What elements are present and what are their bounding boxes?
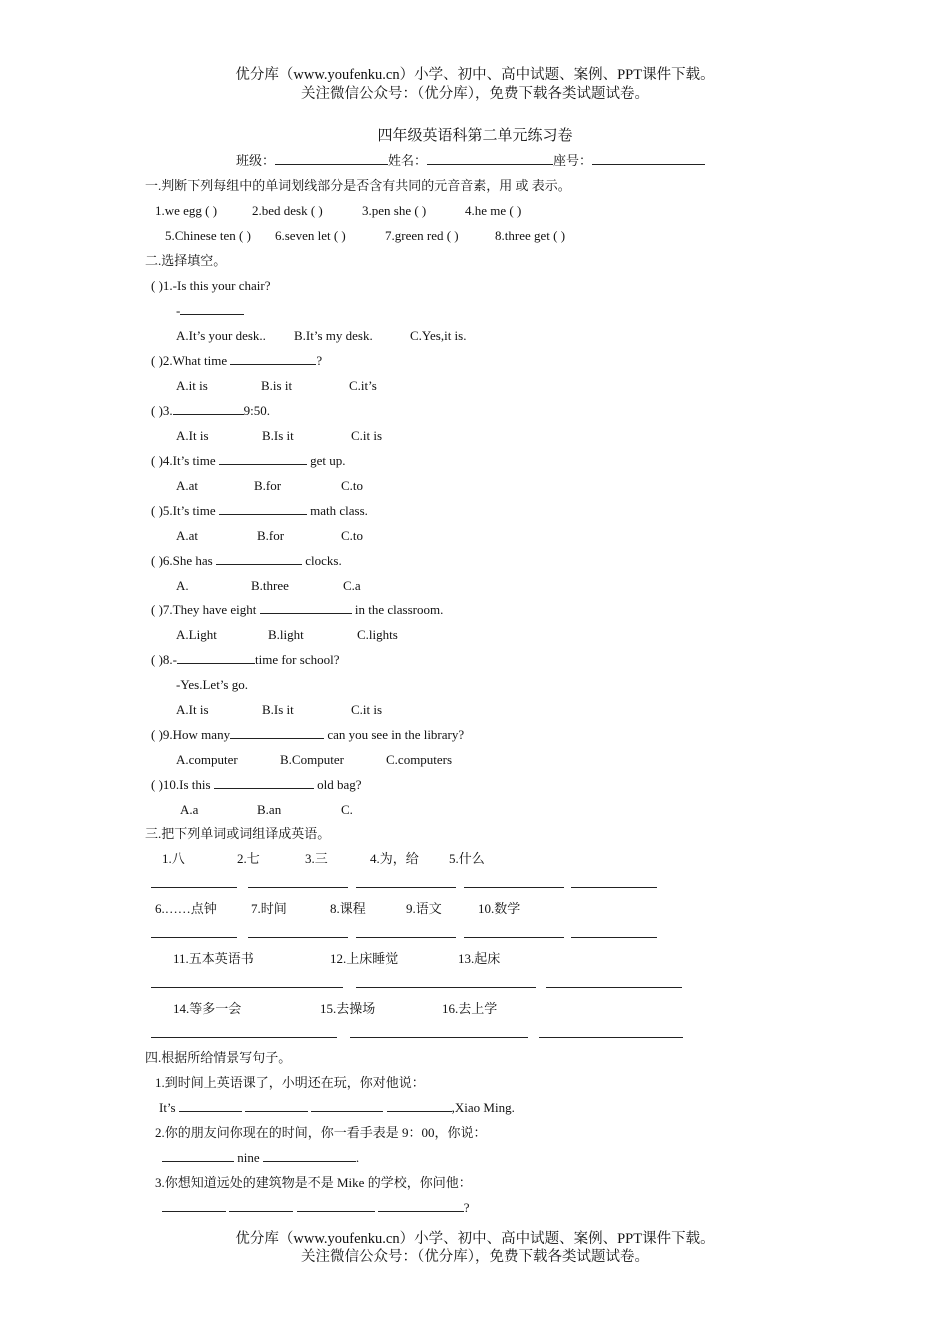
s3-word-8: 8.课程: [330, 901, 366, 916]
name-label: 姓名：: [388, 153, 428, 168]
s4-a1-blank-3[interactable]: [311, 1099, 383, 1112]
q4-pre: ( )4.It’s time: [151, 453, 216, 468]
q3-option-c: C.it is: [351, 428, 383, 443]
q10-option-c: C.: [341, 802, 353, 817]
q2-option-b: B.is it: [261, 378, 293, 393]
s1-item-5: 5.Chinese ten ( ): [165, 228, 251, 243]
q4-question: [151, 452, 346, 470]
q8-reply: -Yes.Let’s go.: [176, 677, 248, 692]
q4-option-c: C.to: [341, 478, 364, 493]
s1-item-2: 2.bed desk ( ): [252, 203, 323, 218]
q10-blank[interactable]: [214, 776, 314, 789]
q5-post: math class.: [310, 503, 368, 518]
q3-post: 9:50.: [243, 403, 271, 418]
name-blank[interactable]: [427, 152, 553, 165]
seat-label: 座号：: [553, 153, 593, 168]
header-line-2: 关注微信公众号：（优分库），免费下载各类试题试卷。: [301, 86, 649, 102]
q8-option-c: C.it is: [351, 702, 383, 717]
q8-pre: ( )8.-: [151, 652, 177, 667]
s4-a3-blank-2[interactable]: [229, 1199, 293, 1212]
q3-option-b: B.Is it: [262, 428, 294, 443]
section2-heading: 二.选择填空。: [145, 253, 227, 268]
s4-a2-blank-1[interactable]: [162, 1149, 234, 1162]
q2-post: ?: [316, 353, 323, 368]
q2-question: [151, 352, 322, 370]
q5-option-b: B.for: [257, 528, 285, 543]
s3-word-13: 13.起床: [458, 951, 501, 966]
s3-row2-blank-4[interactable]: [464, 937, 564, 938]
s4-a1-pre: It’s: [159, 1100, 176, 1115]
q6-post: clocks.: [305, 553, 342, 568]
q2-pre: ( )2.What time: [151, 353, 228, 368]
q5-option-c: C.to: [341, 528, 364, 543]
s3-row4-blank-2[interactable]: [350, 1037, 528, 1038]
q2-option-a: A.it is: [176, 378, 208, 393]
q2-option-c: C.it’s: [349, 378, 377, 393]
s3-row3-blank-1[interactable]: [151, 987, 343, 988]
s3-word-9: 9.语文: [406, 901, 442, 916]
s3-word-5: 5.什么: [449, 851, 485, 866]
q1-option-b: B.It’s my desk.: [294, 328, 373, 343]
q6-option-b: B.three: [251, 578, 289, 593]
q1-dash: -: [176, 303, 181, 318]
s3-row3-blank-3[interactable]: [546, 987, 682, 988]
q9-post: can you see in the library?: [327, 727, 465, 742]
page-title: 四年级英语科第二单元练习卷: [377, 128, 573, 144]
s4-a2-blank-2[interactable]: [263, 1149, 356, 1162]
q9-option-b: B.Computer: [280, 752, 344, 767]
q8-option-a: A.It is: [176, 702, 209, 717]
q5-option-a: A.at: [176, 528, 199, 543]
q1-answer-line: [176, 302, 244, 320]
s3-row1-blank-1[interactable]: [151, 887, 237, 888]
s4-a2-post: .: [355, 1150, 360, 1165]
q9-pre: ( )9.How many: [151, 727, 231, 742]
q4-blank[interactable]: [219, 452, 307, 465]
s4-prompt-1: 1.到时间上英语课了，小明还在玩，你对他说：: [155, 1075, 425, 1090]
section3-heading: 三.把下列单词或词组译成英语。: [145, 826, 331, 841]
q2-blank[interactable]: [230, 352, 316, 365]
s3-row4-blank-1[interactable]: [151, 1037, 337, 1038]
s4-prompt-3: 3.你想知道远处的建筑物是不是 Mike 的学校，你问他：: [155, 1175, 472, 1190]
s3-row4-blank-3[interactable]: [539, 1037, 683, 1038]
q6-question: [151, 552, 342, 570]
s1-item-4: 4.he me ( ): [465, 203, 522, 218]
seat-blank[interactable]: [592, 152, 705, 165]
q10-question: [151, 776, 362, 794]
footer-line-2: 关注微信公众号：（优分库），免费下载各类试题试卷。: [301, 1249, 649, 1265]
s4-answer-3: [162, 1199, 470, 1217]
q7-question: [151, 601, 443, 619]
s3-word-3: 3.三: [305, 851, 328, 866]
s3-row1-blank-5[interactable]: [571, 887, 657, 888]
q5-pre: ( )5.It’s time: [151, 503, 216, 518]
q3-blank[interactable]: [173, 402, 244, 415]
q8-post: time for school?: [255, 652, 340, 667]
q6-option-c: C.a: [343, 578, 361, 593]
s1-item-7: 7.green red ( ): [385, 228, 459, 243]
s1-item-3: 3.pen she ( ): [362, 203, 427, 218]
s3-row2-blank-5[interactable]: [571, 937, 657, 938]
q6-blank[interactable]: [216, 552, 302, 565]
s3-word-1: 1.八: [162, 851, 185, 866]
s3-word-4: 4.为，给: [370, 851, 419, 866]
q4-option-a: A.at: [176, 478, 199, 493]
s4-a3-blank-1[interactable]: [162, 1199, 226, 1212]
s4-a1-blank-4[interactable]: [387, 1099, 452, 1112]
s4-a1-post: ,Xiao Ming.: [451, 1100, 515, 1115]
student-info-row: [236, 152, 705, 170]
q1-option-a: A.It’s your desk..: [176, 328, 266, 343]
s3-row1-blank-4[interactable]: [464, 887, 564, 888]
s4-a2-mid: nine: [237, 1150, 260, 1165]
s4-a3-blank-3[interactable]: [297, 1199, 375, 1212]
s4-answer-1: [159, 1099, 515, 1117]
q6-pre: ( )6.She has: [151, 553, 213, 568]
q7-blank[interactable]: [260, 601, 352, 614]
s4-a1-blank-2[interactable]: [245, 1099, 308, 1112]
q10-pre: ( )10.Is this: [151, 777, 211, 792]
s3-row2-blank-1[interactable]: [151, 937, 237, 938]
q1-option-c: C.Yes,it is.: [410, 328, 467, 343]
s3-word-2: 2.七: [237, 851, 260, 866]
q10-option-b: B.an: [257, 802, 282, 817]
q8-question: [151, 651, 339, 669]
s3-word-6: 6.……点钟: [155, 901, 217, 916]
s3-row2-blank-2[interactable]: [248, 937, 348, 938]
q7-option-c: C.lights: [357, 627, 398, 642]
s4-a3-blank-4[interactable]: [378, 1199, 464, 1212]
q7-pre: ( )7.They have eight: [151, 602, 257, 617]
s3-word-7: 7.时间: [251, 901, 287, 916]
q8-option-b: B.Is it: [262, 702, 294, 717]
section4-heading: 四.根据所给情景写句子。: [145, 1050, 292, 1065]
s3-row1-blank-2[interactable]: [248, 887, 348, 888]
class-label: 班级：: [236, 153, 276, 168]
s3-word-10: 10.数学: [478, 901, 521, 916]
q10-post: old bag?: [317, 777, 362, 792]
s3-word-15: 15.去操场: [320, 1001, 376, 1016]
s3-word-11: 11.五本英语书: [173, 951, 254, 966]
s3-word-12: 12.上床睡觉: [330, 951, 399, 966]
q10-option-a: A.a: [180, 802, 199, 817]
s1-item-1: 1.we egg ( ): [155, 203, 218, 218]
q7-post: in the classroom.: [354, 602, 444, 617]
q5-question: [151, 502, 368, 520]
q9-question: [151, 726, 464, 744]
footer-line-1: 优分库（www.youfenku.cn）小学、初中、高中试题、案例、PPT课件下载。: [235, 1231, 715, 1247]
s3-word-14: 14.等多一会: [173, 1001, 242, 1016]
s4-a1-blank-1[interactable]: [179, 1099, 242, 1112]
q7-option-b: B.light: [268, 627, 304, 642]
q7-option-a: A.Light: [176, 627, 217, 642]
q4-option-b: B.for: [254, 478, 282, 493]
s3-word-16: 16.去上学: [442, 1001, 498, 1016]
s3-row2-blank-3[interactable]: [356, 937, 456, 938]
q3-option-a: A.It is: [176, 428, 209, 443]
s4-prompt-2: 2.你的朋友问你现在的时间，你一看手表是 9：00，你说：: [155, 1125, 487, 1140]
q1-question: ( )1.-Is this your chair?: [151, 278, 271, 293]
q3-question: [151, 402, 270, 420]
s4-a3-post: ?: [463, 1200, 470, 1215]
q8-blank[interactable]: [177, 651, 255, 664]
q3-pre: ( )3.: [151, 403, 173, 418]
q9-option-c: C.computers: [386, 752, 453, 767]
section1-heading: 一.判断下列每组中的单词划线部分是否含有共同的元音音素，用 或 表示。: [145, 178, 571, 193]
class-blank[interactable]: [275, 152, 388, 165]
header-line-1: 优分库（www.youfenku.cn）小学、初中、高中试题、案例、PPT课件下载。: [235, 67, 715, 83]
s4-answer-2: [162, 1149, 359, 1167]
s1-item-6: 6.seven let ( ): [275, 228, 346, 243]
q4-post: get up.: [310, 453, 346, 468]
s3-row3-blank-2[interactable]: [356, 987, 536, 988]
q9-option-a: A.computer: [176, 752, 238, 767]
q9-blank[interactable]: [230, 726, 324, 739]
q5-blank[interactable]: [219, 502, 307, 515]
q1-blank[interactable]: [180, 302, 244, 315]
s3-row1-blank-3[interactable]: [356, 887, 456, 888]
q6-option-a: A.: [176, 578, 189, 593]
s1-item-8: 8.three get ( ): [495, 228, 566, 243]
